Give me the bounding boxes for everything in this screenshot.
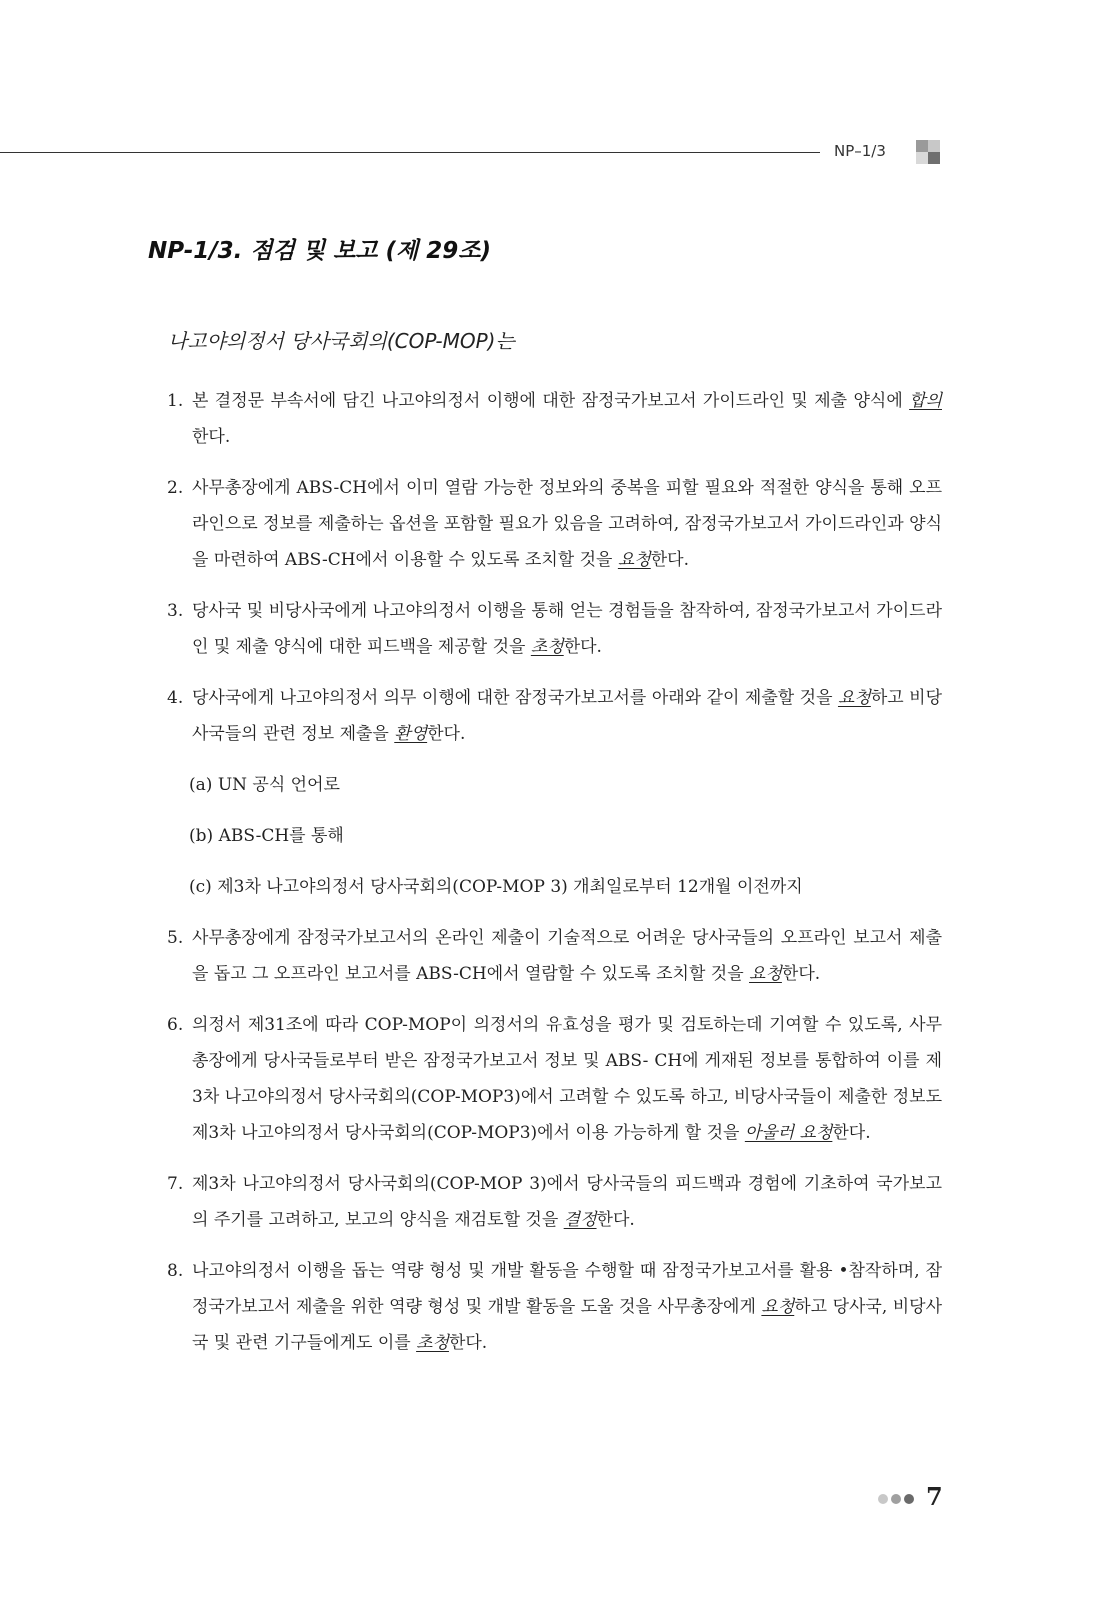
subitem-label: (a) [189, 775, 213, 795]
decision-item-7 [167, 1166, 942, 1238]
item-action-verb: 요청 [837, 688, 871, 708]
decision-item-1 [167, 383, 942, 455]
item-ending: 한다. [563, 637, 602, 657]
item-text: 사무총장에게 잠정국가보고서의 온라인 제출이 기술적으로 어려운 당사국들의 오프라인 보고서 제출을 돕고 그 오프라인 보고서를 ABS-CH에서 열람할 수 있도록 조치할 것을 [192, 928, 942, 984]
decision-item-5 [167, 920, 942, 992]
item-number: 8. [167, 1261, 184, 1281]
header-rule [0, 152, 820, 153]
page-number: 7 [926, 1482, 943, 1511]
item-ending: 한다. [596, 1210, 635, 1230]
item-ending: 한다. [781, 964, 821, 984]
item-ending: 한다. [448, 1333, 488, 1353]
mark-square-bl [916, 152, 928, 164]
item-number: 3. [167, 601, 184, 621]
subitem-label: (c) [189, 877, 212, 897]
item-number: 2. [167, 478, 184, 498]
lead-sentence: 나고야의정서 당사국회의(COP-MOP)는 [168, 329, 515, 353]
item-ending: 한다. [832, 1123, 871, 1143]
item-text: 사무총장에게 ABS-CH에서 이미 열람 가능한 정보와의 중복을 피할 필요와 적절한 양식을 통해 오프라인으로 정보를 제출하는 옵션을 포함할 필요가 있음을 고려하여, 잠정국가보고서 가이드라인과 양식을 마련하여 ABS-CH에서 이용할 수 있도록 조치할 것을 [192, 478, 942, 570]
item-action-verb-2: 초청 [416, 1333, 449, 1353]
item-ending: 한다. [427, 724, 466, 744]
decision-item-4 [167, 680, 942, 752]
item-number: 7. [167, 1174, 184, 1194]
item-action-verb: 요청 [749, 964, 782, 984]
subitem-b [167, 818, 942, 854]
subitem-text: 제3차 나고야의정서 당사국회의(COP-MOP 3) 개최일로부터 12개월 이전까지 [217, 877, 803, 897]
decision-item-3 [167, 593, 942, 665]
item-text-middle: 하고 비당사국들의 관련 정보 제출을 [192, 688, 942, 744]
item-number: 5. [167, 928, 184, 948]
mark-square-tl [916, 140, 928, 152]
decision-list [167, 383, 942, 1376]
footer-dot-icon [891, 1494, 901, 1504]
subitem-text: ABS-CH를 통해 [218, 826, 344, 846]
item-action-verb: 초청 [530, 637, 564, 657]
subitem-text: UN 공식 언어로 [217, 775, 340, 795]
item-number: 4. [167, 688, 184, 708]
section-title: NP-1/3. 점검 및 보고 (제 29조) [148, 238, 491, 264]
mark-square-br [928, 152, 940, 164]
mark-square-tr [928, 140, 940, 152]
header-square-mark-icon [916, 140, 940, 164]
header-code: NP–1/3 [834, 142, 886, 160]
item-text: 당사국에게 나고야의정서 의무 이행에 대한 잠정국가보고서를 아래와 같이 제출할 것을 [192, 688, 838, 708]
subitem-c [167, 869, 942, 905]
footer-dot-icon [878, 1494, 888, 1504]
item-action-verb: 합의 [909, 391, 942, 411]
item-text: 제3차 나고야의정서 당사국회의(COP-MOP 3)에서 당사국들의 피드백과 경험에 기초하여 국가보고의 주기를 고려하고, 보고의 양식을 재검토할 것을 [192, 1174, 942, 1230]
item-action-verb-2: 환영 [394, 724, 428, 744]
subitem-a [167, 767, 942, 803]
item-ending: 한다. [192, 427, 231, 447]
item-number: 1. [167, 391, 184, 411]
footer-dot-icon [904, 1494, 914, 1504]
item-action-verb: 요청 [617, 550, 651, 570]
item-ending: 한다. [650, 550, 689, 570]
decision-item-2 [167, 470, 942, 578]
item-text-middle: 하고 당사국, 비당사국 및 관련 기구들에게도 이를 [192, 1297, 942, 1353]
item-text: 나고야의정서 이행을 돕는 역량 형성 및 개발 활동을 수행할 때 잠정국가보고서를 활용 •참작하며, 잠정국가보고서 제출을 위한 역량 형성 및 개발 활동을 도울 것을 사무총장에게 [192, 1261, 942, 1317]
decision-item-6 [167, 1007, 942, 1151]
item-text: 당사국 및 비당사국에게 나고야의정서 이행을 통해 얻는 경험들을 참작하여, 잠정국가보고서 가이드라인 및 제출 양식에 대한 피드백을 제공할 것을 [192, 601, 942, 657]
item-action-verb: 요청 [761, 1297, 795, 1317]
item-text: 의정서 제31조에 따라 COP-MOP이 의정서의 유효성을 평가 및 검토하는데 기여할 수 있도록, 사무총장에게 당사국들로부터 받은 잠정국가보고서 정보 및 ABS- CH에 게재된 정보를 통합하여 이를 제3차 나고야의정서 당사국회의(COP-MOP3)에서 고려할 수 있도록 하고, 비당사국들이 제출한 정보도 제3차 나고야의정서 당사국회의(COP-MOP3)에서 이용 가능하게 할 것을 [192, 1015, 942, 1143]
subitem-label: (b) [189, 826, 214, 846]
item-number: 6. [167, 1015, 184, 1035]
item-action-verb: 아울러 요청 [744, 1123, 833, 1143]
item-action-verb: 결정 [563, 1210, 597, 1230]
item-text: 본 결정문 부속서에 담긴 나고야의정서 이행에 대한 잠정국가보고서 가이드라인 및 제출 양식에 [192, 391, 910, 411]
decision-item-8 [167, 1253, 942, 1361]
